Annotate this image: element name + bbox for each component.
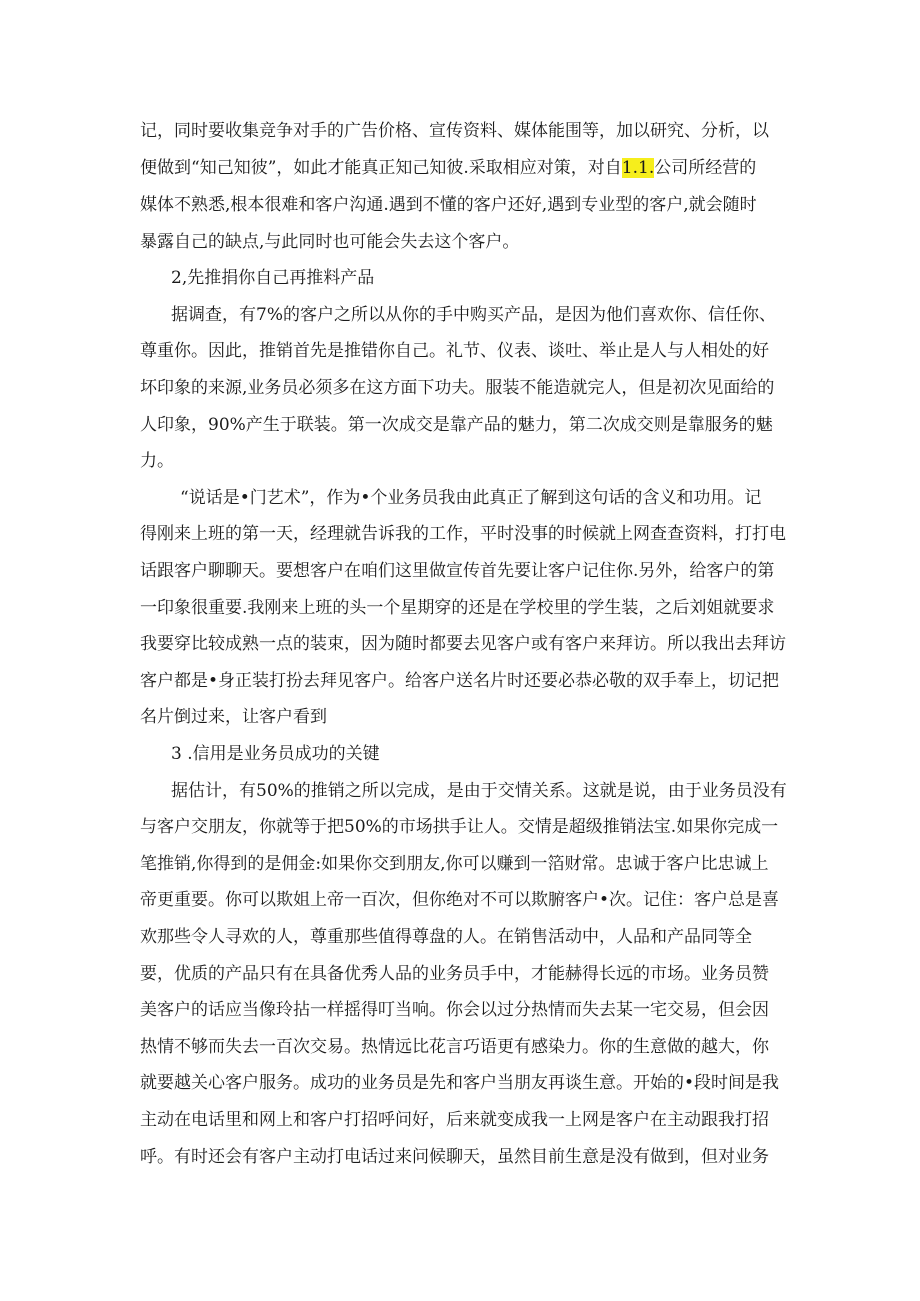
paragraph-line: 热情不够而失去一百次交易。热情远比花言巧语更有感染力。你的生意做的越大，你 — [140, 1037, 769, 1057]
paragraph-text: 公司所经营的 — [654, 158, 757, 178]
paragraph-line: 暴露自己的缺点,与此同时也可能会失去这个客户。 — [140, 232, 520, 252]
paragraph-line: 美客户的话应当像玲拈一样摇得叮当响。你会以过分热情而失去某一宅交易，但会因 — [140, 1000, 769, 1020]
paragraph-line: 客户都是•身正装打扮去拜见客户。给客户送名片时还要必恭必敬的双手奉上，切记把 — [140, 671, 780, 691]
paragraph-line: 欢那些令人寻欢的人，尊重那些值得尊盘的人。在销售活动中，人品和产品同等全 — [140, 927, 752, 947]
paragraph-line: 帝更重要。你可以欺姐上帝一百次，但你绝对不可以欺腑客户•次。记住：客户总是喜 — [140, 890, 780, 910]
paragraph-line: 与客户交朋友，你就等于把50%的市场拱手让人。交情是超级推销法宝.如果你完成一 — [140, 817, 779, 837]
paragraph-line: 话跟客户聊聊天。要想客户在咱们这里做宣传首先要让客户记住你.另外，给客户的第 — [140, 561, 775, 581]
paragraph-line: 媒体不熟悉,根本很难和客户沟通.遇到不懂的客户还好,遇到专业型的客户,就会随时 — [140, 195, 757, 215]
paragraph-line: 尊重你。因此，推销首先是推错你自己。礼节、仪表、谈吐、举止是人与人相处的好 — [140, 341, 769, 361]
paragraph-line: 得刚来上班的第一天，经理就告诉我的工作，平时没事的时候就上网查查资料，打打电 — [140, 524, 786, 544]
paragraph-line: 人印象，90%产生于联装。第一次成交是靠产品的魅力，第二次成交则是靠服务的魅 — [140, 415, 773, 435]
section-heading: 3 .信用是业务员成功的关键 — [171, 744, 380, 764]
paragraph-line: 笔推销,你得到的是佣金:如果你交到朋友,你可以赚到一箔财常。忠诚于客户比忠诚上 — [140, 854, 769, 874]
paragraph-line: 坏印象的来源,业务员必须多在这方面下功夫。服装不能造就完人，但是初次见面给的 — [140, 378, 775, 398]
highlighted-text: 1.1. — [621, 158, 655, 178]
paragraph-line: 一印象很重要.我刚来上班的头一个星期穿的还是在学校里的学生装，之后刘姐就要求 — [140, 598, 775, 618]
paragraph-line: 据调查，有7%的客户之所以从你的手中购买产品，是因为他们喜欢你、信任你、 — [171, 305, 776, 325]
section-heading: 2,先推捐你自己再推料产品 — [171, 268, 375, 288]
paragraph-line: 主动在电话里和网上和客户打招呼问好，后来就变成我一上网是客户在主动跟我打招 — [140, 1110, 769, 1130]
paragraph-line: 我要穿比较成熟一点的装束，因为随时都要去见客户或有客户来拜访。所以我出去拜访 — [140, 634, 786, 654]
paragraph-line: 据估计，有50%的推销之所以完成，是由于交情关系。这就是说，由于业务员没有 — [171, 781, 787, 801]
paragraph-line: 力。 — [140, 451, 174, 471]
paragraph-text: 便做到“知己知彼”，如此才能真正知己知彼.采取相应对策，对自 — [140, 158, 622, 178]
paragraph-line: 要，优质的产品只有在具备优秀人品的业务员手中，才能赫得长远的市场。业务员赞 — [140, 964, 769, 984]
paragraph-line: 名片倒过来，让客户看到 — [140, 707, 327, 727]
paragraph-line — [140, 156, 756, 180]
paragraph-line: 呼。有时还会有客户主动打电话过来问候聊天，虽然目前生意是没有做到，但对业务 — [140, 1147, 769, 1167]
paragraph-line: “说话是•门艺术”，作为•个业务员我由此真正了解到这句话的含义和功用。记 — [180, 488, 762, 508]
paragraph-line: 就要越关心客户服务。成功的业务员是先和客户当朋友再谈生意。开始的•段时间是我 — [140, 1073, 780, 1093]
paragraph-line: 记，同时要收集竞争对手的广告价格、宣传资料、媒体能围等，加以研究、分析，以 — [140, 121, 769, 141]
